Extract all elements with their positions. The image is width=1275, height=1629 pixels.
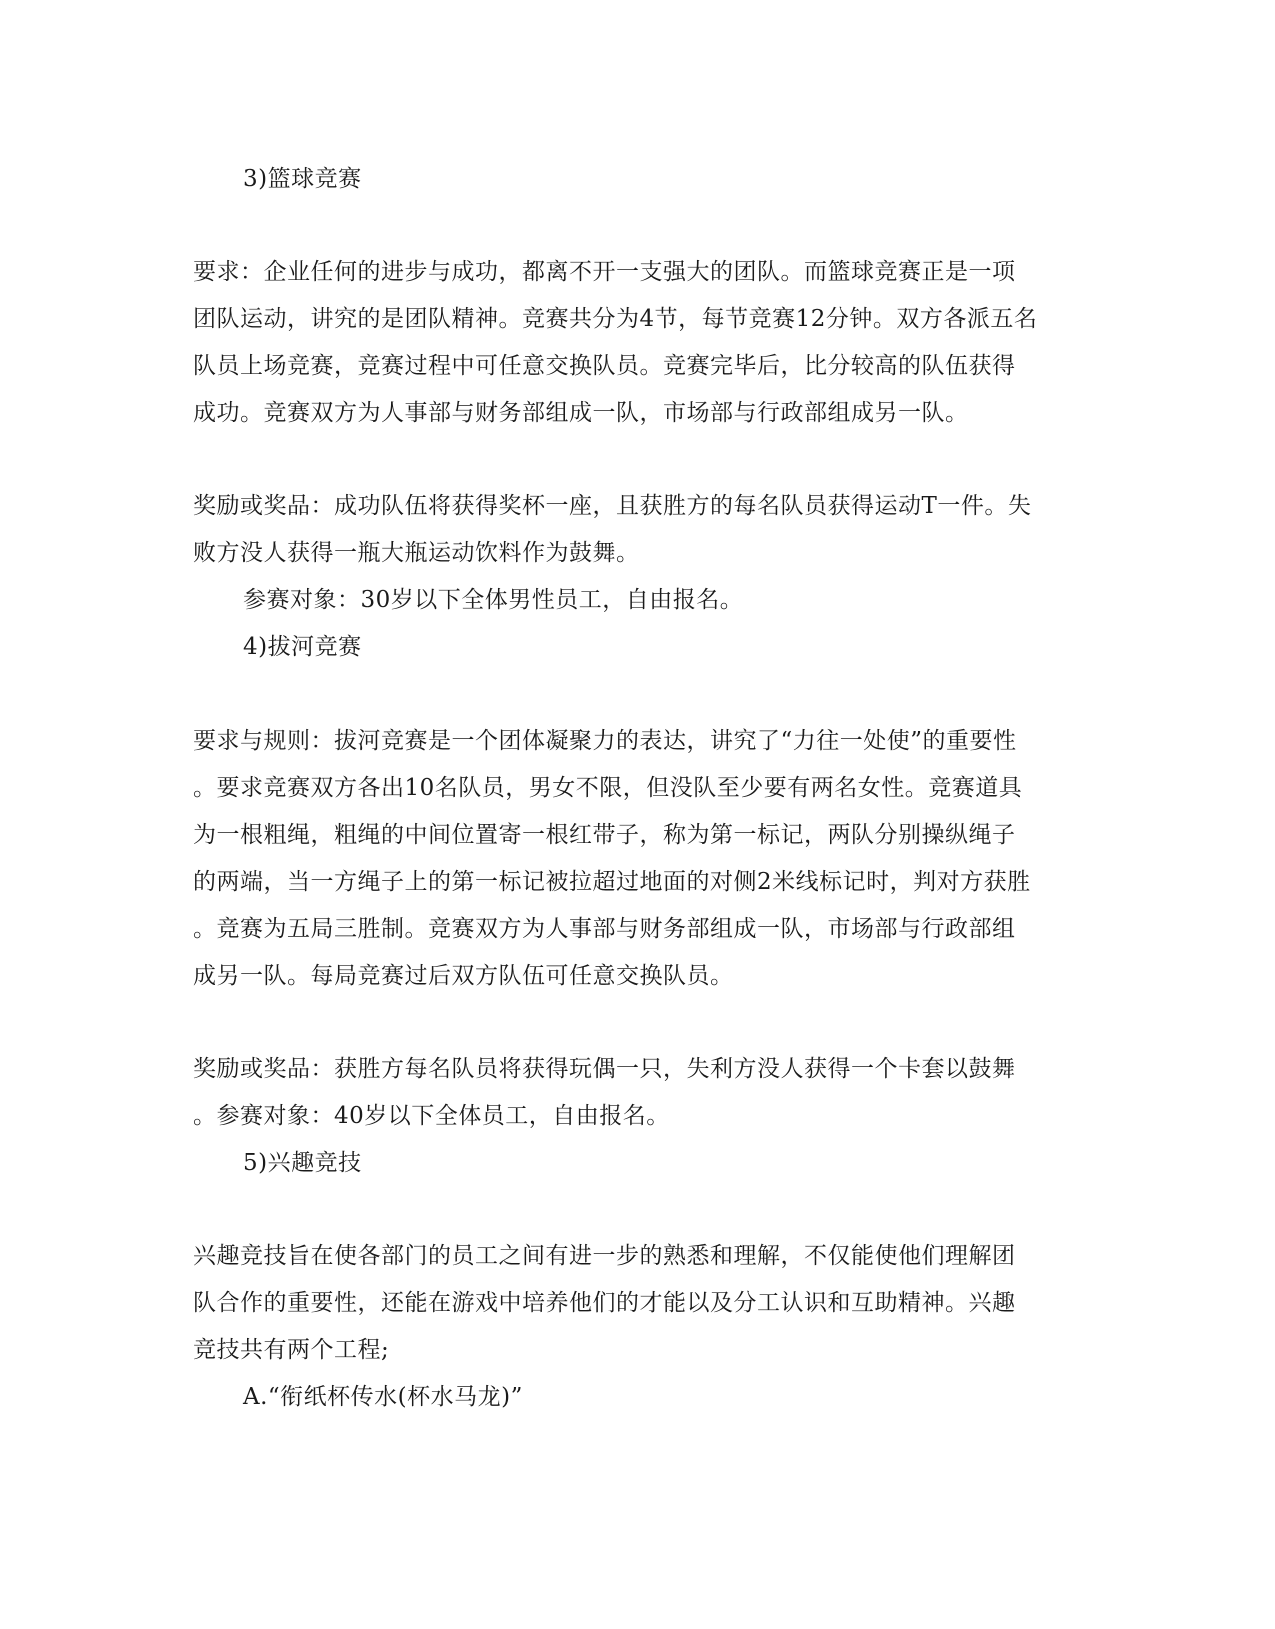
section3-heading: 3)篮球竞赛 <box>243 166 362 192</box>
section4-rules-line-5: 。竞赛为五局三胜制。竞赛双方为人事部与财务部组成一队，市场部与行政部组 <box>193 916 1016 942</box>
section4-rules-line-6: 成另一队。每局竞赛过后双方队伍可任意交换队员。 <box>193 963 734 989</box>
section4-rules-line-3: 为一根粗绳，粗绳的中间位置寄一根红带子，称为第一标记，两队分别操纵绳子 <box>193 822 1016 848</box>
section5-intro-line-3: 竞技共有两个工程; <box>193 1337 390 1363</box>
section4-reward-line-1: 奖励或奖品：获胜方每名队员将获得玩偶一只，失利方没人获得一个卡套以鼓舞 <box>193 1056 1016 1082</box>
section5-intro-line-2: 队合作的重要性，还能在游戏中培养他们的才能以及分工认识和互助精神。兴趣 <box>193 1290 1016 1316</box>
section3-requirement-line-3: 队员上场竞赛，竞赛过程中可任意交换队员。竞赛完毕后，比分较高的队伍获得 <box>193 353 1016 379</box>
section4-heading: 4)拔河竞赛 <box>243 634 362 660</box>
section3-requirement-line-1: 要求：企业任何的进步与成功，都离不开一支强大的团队。而篮球竞赛正是一项 <box>193 259 1016 285</box>
section3-reward-line-1: 奖励或奖品：成功队伍将获得奖杯一座，且获胜方的每名队员获得运动T一件。失 <box>193 493 1032 519</box>
section3-reward-line-2: 败方没人获得一瓶大瓶运动饮料作为鼓舞。 <box>193 540 640 566</box>
section3-requirement-line-4: 成功。竞赛双方为人事部与财务部组成一队，市场部与行政部组成另一队。 <box>193 400 969 426</box>
section5-heading: 5)兴趣竞技 <box>243 1150 362 1176</box>
section3-participants: 参赛对象：30岁以下全体男性员工，自由报名。 <box>243 587 744 613</box>
section4-rules-line-1: 要求与规则：拔河竞赛是一个团体凝聚力的表达，讲究了“力往一处使”的重要性 <box>193 728 1017 754</box>
section3-requirement-line-2: 团队运动，讲究的是团队精神。竞赛共分为4节，每节竞赛12分钟。双方各派五名 <box>193 306 1038 332</box>
section4-rules-line-2: 。要求竞赛双方各出10名队员，男女不限，但没队至少要有两名女性。竞赛道具 <box>193 775 1023 801</box>
section5-intro-line-1: 兴趣竞技旨在使各部门的员工之间有进一步的熟悉和理解，不仅能使他们理解团 <box>193 1243 1016 1269</box>
section4-reward-line-2: 。参赛对象：40岁以下全体员工，自由报名。 <box>193 1103 670 1129</box>
section5-item-a: A.“衔纸杯传水(杯水马龙)” <box>243 1384 523 1410</box>
section4-rules-line-4: 的两端，当一方绳子上的第一标记被拉超过地面的对侧2米线标记时，判对方获胜 <box>193 869 1031 895</box>
